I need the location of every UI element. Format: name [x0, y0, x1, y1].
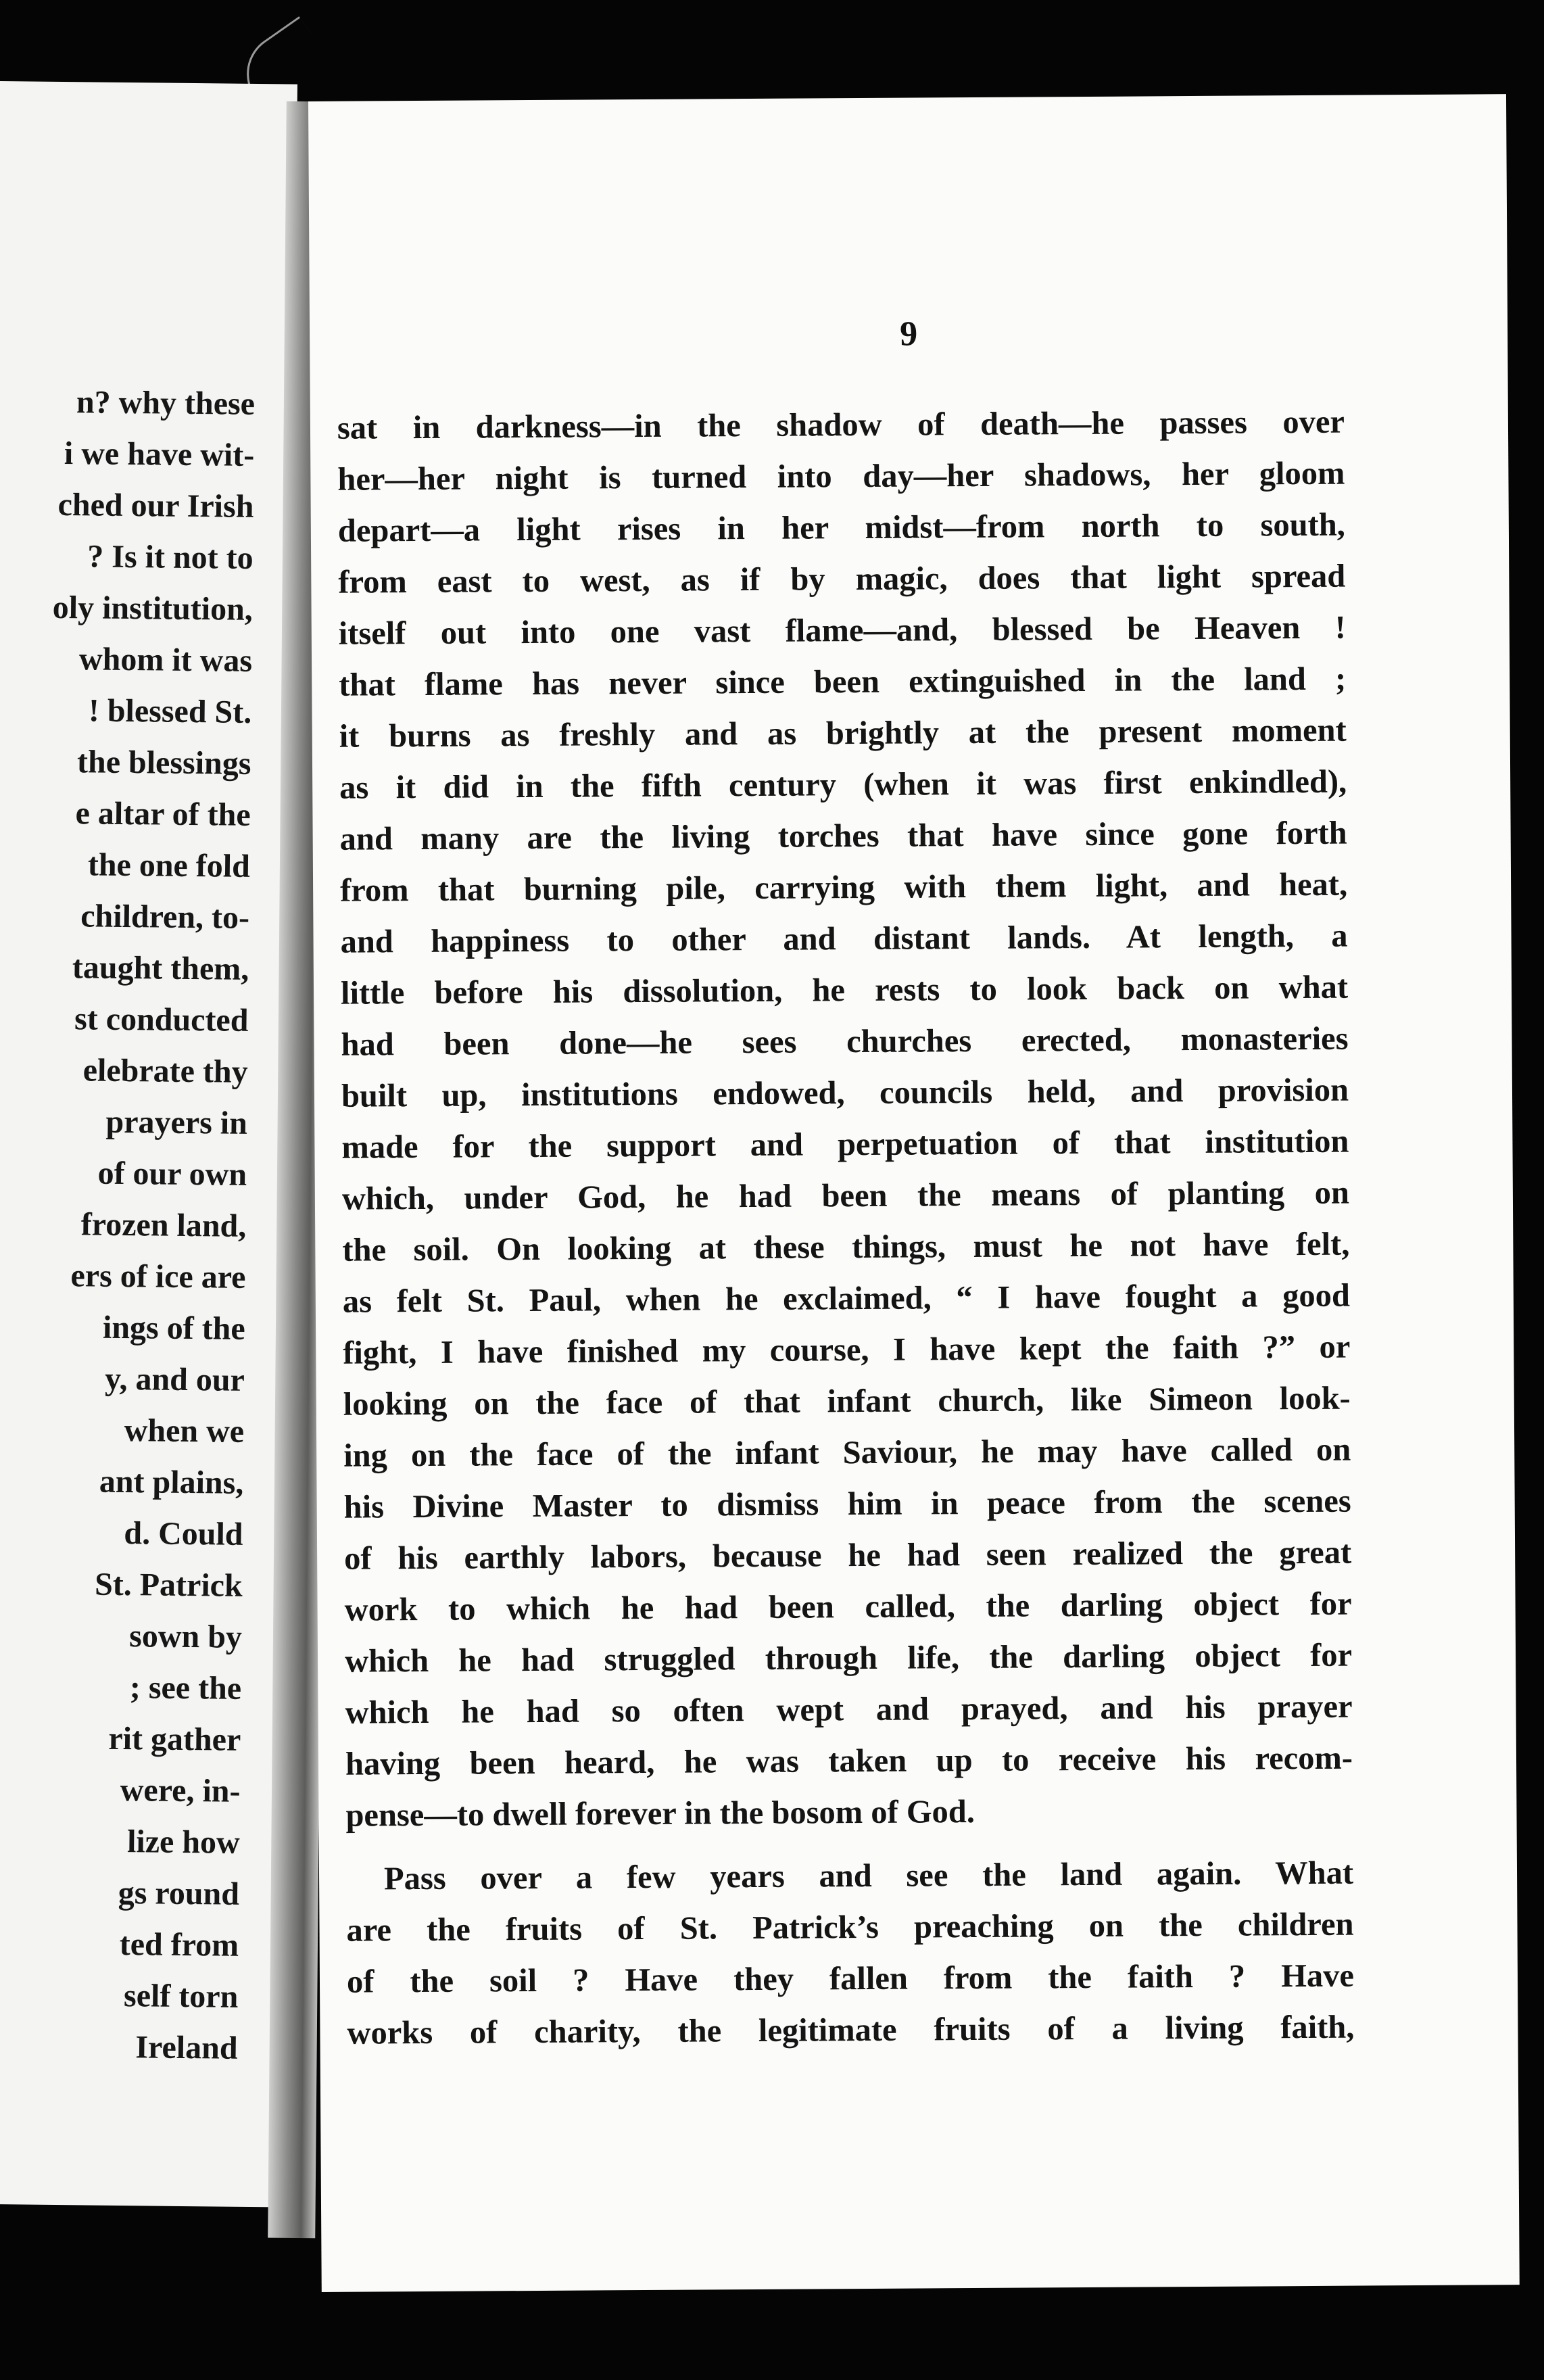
text-line: and many are the living torches that have since gone forth: [339, 815, 1347, 857]
text-line: of his earthly labors, because he had seen realized the great: [344, 1534, 1352, 1577]
paragraph-1: [337, 397, 1353, 1842]
text-line: having been heard, he was taken up to receive his recom-: [345, 1740, 1353, 1782]
left-page-line: were, in-: [120, 1772, 241, 1809]
left-page-line: sown by: [128, 1618, 243, 1655]
text-line: her—her night is turned into day—her shadows, her gloom: [337, 455, 1345, 498]
left-page-line: rit gather: [108, 1720, 241, 1758]
text-line: pense—to dwell forever in the bosom of God.: [345, 1794, 975, 1834]
left-page-line: oly institution,: [52, 589, 254, 627]
left-page-line: ched our Irish: [57, 486, 254, 525]
left-page-line: of our own: [97, 1155, 247, 1193]
left-page-line: whom it was: [78, 641, 253, 679]
left-page-line: lize how: [126, 1824, 241, 1861]
text-line: his Divine Master to dismiss him in peace from the scenes: [343, 1483, 1351, 1525]
left-page-line: d. Could: [124, 1515, 243, 1552]
text-line: which, under God, he had been the means of planting on: [341, 1174, 1350, 1217]
text-line: little before his dissolution, he rests to look back on what: [340, 969, 1349, 1012]
text-line: which he had struggled through life, the darling object for: [344, 1637, 1353, 1680]
left-page-line: taught them,: [72, 949, 249, 987]
left-page-line: ted from: [119, 1926, 239, 1964]
text-line: as it did in the fifth century (when it was first enkindled),: [339, 763, 1347, 806]
text-line: and happiness to other and distant lands. At length, a: [340, 918, 1348, 960]
left-page-text: [37, 377, 255, 2074]
left-page-line: ers of ice are: [70, 1258, 246, 1295]
text-line: the soil. On looking at these things, must he not have felt,: [342, 1226, 1350, 1268]
left-page-line: prayers in: [105, 1103, 248, 1141]
text-line: that flame has never since been extinguished in the land ;: [339, 661, 1347, 703]
left-page-line: n? why these: [76, 384, 256, 422]
left-page-line: Ireland: [135, 2029, 238, 2066]
left-page-line: when we: [124, 1412, 245, 1450]
left-page-line: the blessings: [76, 744, 251, 782]
text-line: ing on the face of the infant Saviour, he may have called on: [343, 1431, 1351, 1474]
text-line: Pass over a few years and see the land again. What: [383, 1855, 1354, 1897]
text-line: which he had so often wept and prayed, and his prayer: [345, 1688, 1353, 1731]
text-line: from east to west, as if by magic, does that light spread: [338, 558, 1346, 600]
left-page-line: the one fold: [87, 847, 251, 884]
paragraph-2: [346, 1848, 1355, 2060]
page-number: 9: [899, 314, 918, 354]
left-page: [0, 81, 297, 2207]
left-page-line: ings of the: [102, 1309, 245, 1347]
left-page-line: elebrate thy: [82, 1052, 248, 1090]
text-line: from that burning pile, carrying with them light, and heat,: [339, 866, 1348, 909]
left-page-line: ! blessed St.: [88, 692, 252, 730]
left-page-line: i we have wit-: [64, 435, 255, 473]
left-page-line: frozen land,: [80, 1206, 247, 1244]
text-line: made for the support and perpetuation of that institution: [341, 1123, 1349, 1166]
text-line: looking on the face of that infant church, like Simeon look-: [343, 1380, 1351, 1423]
text-line: as felt St. Paul, when he exclaimed, “ I have fought a good: [342, 1277, 1350, 1320]
text-line: it burns as freshly and as brightly at the present moment: [339, 712, 1347, 755]
left-page-line: St. Patrick: [94, 1566, 243, 1604]
left-page-line: ; see the: [129, 1669, 242, 1707]
text-line: work to which he had been called, the darling object for: [344, 1586, 1352, 1628]
body-text: [337, 397, 1355, 2060]
left-page-line: ? Is it not to: [87, 538, 254, 576]
text-line: fight, I have finished my course, I have kept the faith ?” or: [343, 1329, 1351, 1371]
text-line: sat in darkness—in the shadow of death—he passes over: [337, 404, 1345, 446]
left-page-line: gs round: [118, 1874, 240, 1912]
right-page: [308, 94, 1520, 2292]
left-page-line: y, and our: [104, 1360, 245, 1398]
text-line: works of charity, the legitimate fruits of a living faith,: [347, 2009, 1355, 2051]
text-line: depart—a light rises in her midst—from north to south,: [337, 506, 1346, 549]
left-page-line: ant plains,: [99, 1463, 244, 1501]
text-line: built up, institutions endowed, councils held, and provision: [341, 1072, 1349, 1114]
left-page-line: self torn: [123, 1978, 239, 2015]
text-line: of the soil ? Have they fallen from the faith ? Have: [346, 1957, 1355, 2000]
left-page-line: children, to-: [80, 898, 250, 936]
left-page-line: st conducted: [74, 1001, 249, 1039]
text-line: itself out into one vast flame—and, blessed be Heaven !: [338, 609, 1346, 652]
text-line: are the fruits of St. Patrick’s preaching on the children: [346, 1906, 1354, 1949]
left-page-line: e altar of the: [75, 795, 251, 833]
text-line: had been done—he sees churches erected, monasteries: [341, 1020, 1349, 1063]
